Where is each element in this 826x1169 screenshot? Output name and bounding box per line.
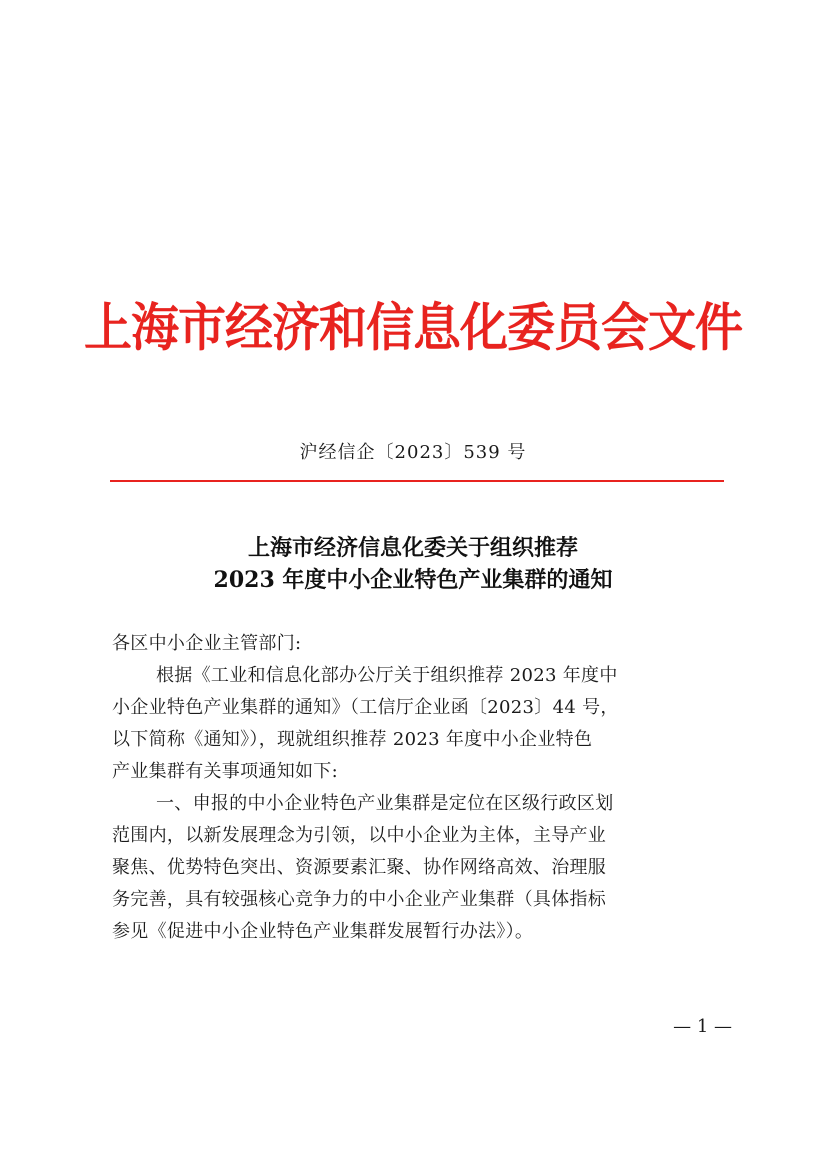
salutation: 各区中小企业主管部门: [112, 633, 302, 654]
paragraph-line: 小企业特色产业集群的通知》（工信厅企业函〔2023〕44 号， [112, 697, 619, 718]
paragraph-line: 以下简称《通知》），现就组织推荐 2023 年度中小企业特色 [112, 729, 593, 750]
page-number: — 1 — [673, 1016, 732, 1037]
paragraph-line: 参见《促进中小企业特色产业集群发展暂行办法》）。 [112, 921, 534, 942]
notice-title-line-2: 2023 年度中小企业特色产业集群的通知 [213, 567, 613, 593]
paragraph-line: 范围内，以新发展理念为引领，以中小企业为主体，主导产业 [112, 825, 607, 846]
document-number: 沪经信企〔2023〕539 号 [299, 442, 527, 463]
notice-title [0, 532, 826, 596]
paragraph-line: 产业集群有关事项通知如下: [112, 761, 338, 782]
notice-title-line-1: 上海市经济信息化委关于组织推荐 [247, 535, 578, 561]
paragraph-line: 根据《工业和信息化部办公厅关于组织推荐 2023 年度中 [156, 665, 618, 686]
paragraph-section-1 [112, 788, 724, 948]
issuer-masthead: 上海市经济和信息化委员会文件 [83, 297, 742, 359]
notice-body [112, 628, 724, 948]
red-divider-line [110, 480, 724, 482]
paragraph-line: 务完善，具有较强核心竞争力的中小企业产业集群（具体指标 [112, 889, 607, 910]
paragraph-line: 一、申报的中小企业特色产业集群是定位在区级行政区划 [156, 793, 614, 814]
paragraph-line: 聚焦、优势特色突出、资源要素汇聚、协作网络高效、治理服 [112, 857, 607, 878]
paragraph-intro [112, 660, 724, 788]
